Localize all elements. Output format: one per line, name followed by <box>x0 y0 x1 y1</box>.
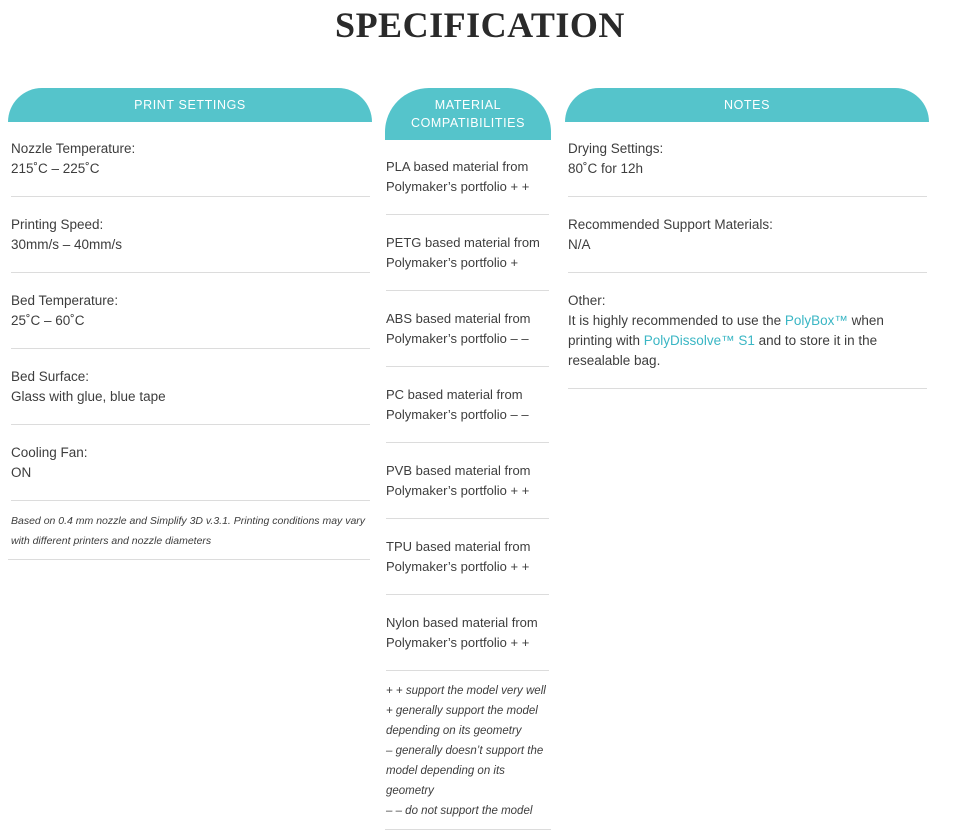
setting-value: 215˚C – 225˚C <box>11 161 100 176</box>
note-value: N/A <box>568 237 591 252</box>
material-list <box>385 157 551 671</box>
material-item-petg: PETG based material from Polymaker’s portfolio + <box>386 233 549 291</box>
compatibility-legend <box>385 681 551 830</box>
note-text: It is highly recommended to use the <box>568 313 785 328</box>
notes-list <box>565 139 929 389</box>
note-value: 80˚C for 12h <box>568 161 644 176</box>
note-label: Recommended Support Materials: <box>568 217 773 232</box>
material-compatibilities-column <box>385 88 551 830</box>
material-item-pvb: PVB based material from Polymaker’s portfolio + + <box>386 461 549 519</box>
material-item-abs: ABS based material from Polymaker’s portfolio – – <box>386 309 549 367</box>
legend-entry: – generally doesn’t support the model depending on its geometry <box>386 745 544 797</box>
setting-bed-temperature <box>11 291 370 349</box>
setting-label: Bed Surface: <box>11 369 90 384</box>
header-line-1: MATERIAL <box>434 98 502 112</box>
setting-label: Cooling Fan: <box>11 445 88 460</box>
print-settings-footnote: Based on 0.4 mm nozzle and Simplify 3D v.3.1. Printing conditions may vary with different printers and nozzle diameters <box>8 511 370 560</box>
note-support-materials <box>568 215 927 273</box>
note-label: Drying Settings: <box>568 141 664 156</box>
note-text: when printing with <box>568 313 884 348</box>
note-label: Other: <box>568 293 606 308</box>
setting-value: 30mm/s – 40mm/s <box>11 237 123 252</box>
legend-entry: – – do not support the model <box>386 805 533 817</box>
note-other <box>568 291 927 389</box>
material-item-nylon: Nylon based material from Polymaker’s portfolio + + <box>386 613 549 671</box>
setting-value: Glass with glue, blue tape <box>11 389 166 404</box>
setting-label: Printing Speed: <box>11 217 104 232</box>
print-settings-column <box>8 88 372 560</box>
header-line-2: COMPATIBILITIES <box>410 116 526 130</box>
setting-label: Nozzle Temperature: <box>11 141 136 156</box>
header-line <box>411 96 525 132</box>
material-item-pla: PLA based material from Polymaker’s portfolio + + <box>386 157 549 215</box>
setting-nozzle-temperature <box>11 139 370 197</box>
note-text: and to store it in the resealable bag. <box>568 333 878 368</box>
legend-entry: + generally support the model depending on its geometry <box>386 705 538 737</box>
material-compatibilities-header <box>385 88 551 140</box>
setting-value: ON <box>11 465 32 480</box>
print-settings-header: PRINT SETTINGS <box>8 88 372 122</box>
notes-column <box>565 88 929 407</box>
material-item-tpu: TPU based material from Polymaker’s portfolio + + <box>386 537 549 595</box>
setting-cooling-fan <box>11 443 370 501</box>
note-value <box>568 311 927 371</box>
setting-label: Bed Temperature: <box>11 293 119 308</box>
polybox-link[interactable]: PolyBox™ <box>784 313 848 328</box>
note-drying-settings <box>568 139 927 197</box>
material-item-pc: PC based material from Polymaker’s portfolio – – <box>386 385 549 443</box>
page-title: SPECIFICATION <box>335 5 625 45</box>
polydissolve-link[interactable]: PolyDissolve™ S1 <box>643 333 755 348</box>
print-settings-list <box>8 139 372 501</box>
notes-header: NOTES <box>565 88 929 122</box>
setting-printing-speed <box>11 215 370 273</box>
setting-value: 25˚C – 60˚C <box>11 313 85 328</box>
legend-entry: + + support the model very well <box>386 685 546 697</box>
setting-bed-surface <box>11 367 370 425</box>
